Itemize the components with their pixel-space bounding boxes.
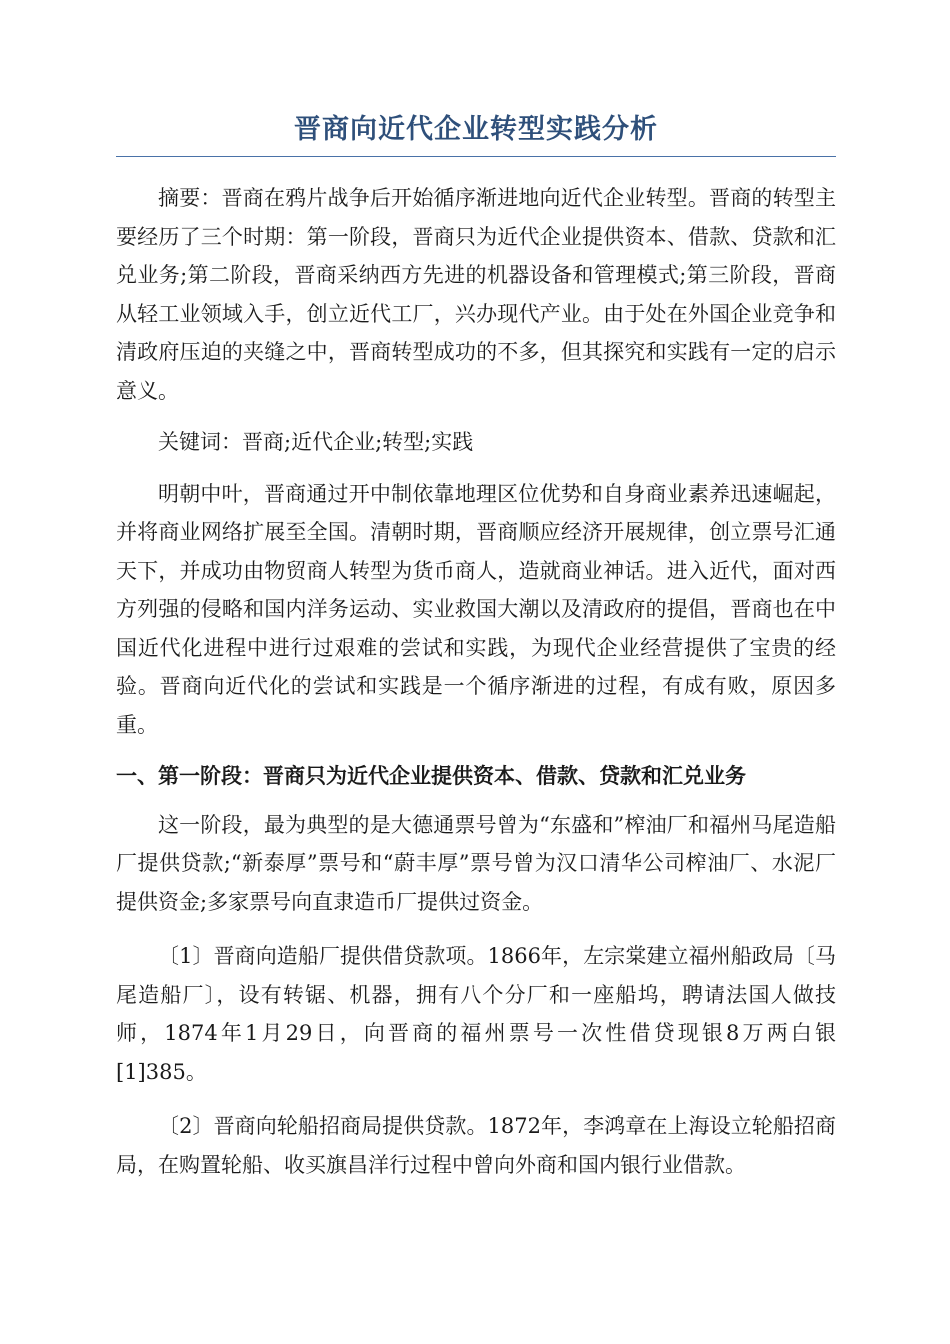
abstract-paragraph: 摘要：晋商在鸦片战争后开始循序渐进地向近代企业转型。晋商的转型主要经历了三个时期：第一阶段，晋商只为近代企业提供资本、借款、贷款和汇兑业务;第二阶段，晋商采纳西方先进的机器设备和管理模式;第三阶段，晋商从轻工业领域入手，创立近代工厂，兴办现代产业。由于处在外国企业竞争和清政府压迫的夹缝之中，晋商转型成功的不多，但其探究和实践有一定的启示意义。 (116, 186, 836, 403)
document-page (116, 110, 836, 1184)
section-heading-1: 一、第一阶段：晋商只为近代企业提供资本、借款、贷款和汇兑业务 (116, 763, 746, 788)
document-title: 晋商向近代企业转型实践分析 (116, 110, 836, 157)
list-item-2: 〔2〕晋商向轮船招商局提供贷款。1872年，李鸿章在上海设立轮船招商局，在购置轮船、收买旗昌洋行过程中曾向外商和国内银行业借款。 (116, 1114, 836, 1177)
keywords-paragraph: 关键词：晋商;近代企业;转型;实践 (158, 430, 474, 454)
section1-paragraph: 这一阶段，最为典型的是大德通票号曾为“东盛和”榨油厂和福州马尾造船厂提供贷款;“新泰厚”票号和“蔚丰厚”票号曾为汉口清华公司榨油厂、水泥厂提供资金;多家票号向直隶造币厂提供过资金。 (116, 812, 836, 914)
list-item-1: 〔1〕晋商向造船厂提供借贷款项。1866年，左宗棠建立福州船政局〔马尾造船厂〕，设有转锯、机器，拥有八个分厂和一座船坞，聘请法国人做技师，1874年1月29日，向晋商的福州票号一次性借贷现银8万两白银[1]385。 (116, 944, 836, 1084)
intro-paragraph: 明朝中叶，晋商通过开中制依靠地理区位优势和自身商业素养迅速崛起，并将商业网络扩展至全国。清朝时期，晋商顺应经济开展规律，创立票号汇通天下，并成功由物贸商人转型为货币商人，造就商业神话。进入近代，面对西方列强的侵略和国内洋务运动、实业救国大潮以及清政府的提倡，晋商也在中国近代化进程中进行过艰难的尝试和实践，为现代企业经营提供了宝贵的经验。晋商向近代化的尝试和实践是一个循序渐进的过程，有成有败，原因多重。 (116, 481, 836, 737)
